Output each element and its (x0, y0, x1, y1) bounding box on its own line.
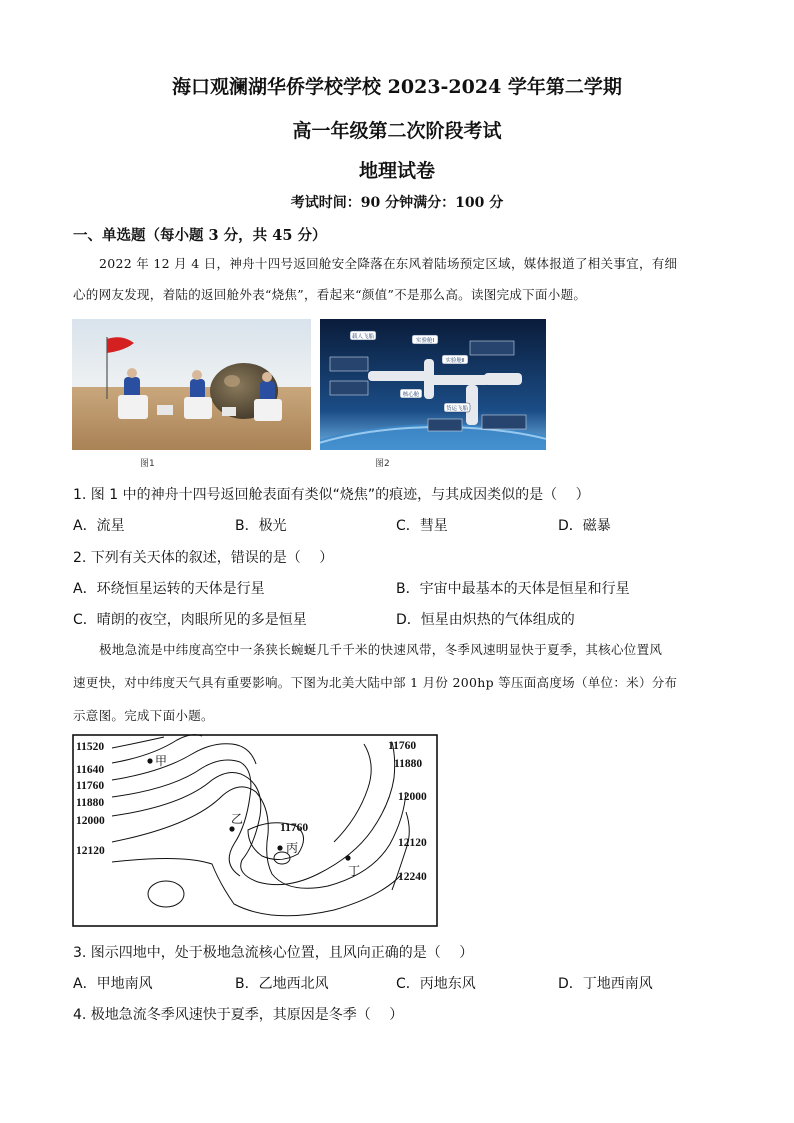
map-point-ding: 丁 (348, 864, 361, 878)
contour-label-12120-right: 12120 (398, 837, 427, 849)
question-1-option-c: C．彗星 (396, 518, 448, 534)
section-heading: 一、单选题（每小题 3 分，共 45 分） (73, 227, 327, 244)
question-2-option-c: C．晴朗的夜空，肉眼所见的多是恒星 (73, 612, 307, 628)
map-point-jia: 甲 (155, 754, 168, 768)
question-1-option-a: A．流星 (73, 518, 125, 534)
question-3-stem: 3. 图示四地中，处于极地急流核心位置，且风向正确的是（ ） (73, 945, 474, 961)
contour-label-12000-right: 12000 (398, 791, 427, 803)
contour-label-11760-right: 11760 (388, 740, 417, 752)
figure-2-caption: 图2 (375, 459, 390, 469)
question-2-option-b: B．宇宙中最基本的天体是恒星和行星 (396, 581, 630, 597)
station-label-lab2: 实验舱Ⅱ (445, 358, 465, 364)
contour-label-11760-inner: 11760 (280, 822, 309, 834)
passage-2-line-1: 极地急流是中纬度高空中一条狭长蜿蜒几千千米的快速风带，冬季风速明显快于夏季，其核心位置风 (99, 642, 663, 657)
question-4-stem: 4. 极地急流冬季风速快于夏季，其原因是冬季（ ） (73, 1007, 404, 1023)
question-3-option-c: C．丙地东风 (396, 976, 476, 992)
question-2-stem: 2. 下列有关天体的叙述，错误的是（ ） (73, 550, 334, 566)
contour-label-12240-right: 12240 (398, 871, 427, 883)
exam-title: 高一年级第二次阶段考试 (292, 120, 502, 142)
exam-info: 考试时间：90 分钟满分：100 分 (290, 195, 504, 211)
question-2-option-d: D．恒星由炽热的气体组成的 (396, 612, 575, 628)
school-title: 海口观澜湖华侨学校学校 2023-2024 学年第二学期 (172, 76, 622, 98)
contour-label-11880-left: 11880 (76, 797, 105, 809)
figure-1-caption: 图1 (140, 459, 155, 469)
contour-label-12000-left: 12000 (76, 815, 105, 827)
passage-1 (73, 248, 721, 310)
contour-map (72, 734, 438, 927)
passage-2-line-3: 示意图。完成下面小题。 (73, 708, 214, 723)
contour-label-11520: 11520 (76, 741, 105, 753)
station-label-core: 核心舱 (402, 392, 420, 398)
question-1-stem: 1. 图 1 中的神舟十四号返回舱表面有类似“烧焦”的痕迹，与其成因类似的是（ ） (73, 487, 590, 503)
question-3-option-b: B．乙地西北风 (235, 976, 329, 992)
figure-1-landing-photo (72, 319, 311, 450)
station-label-lab1: 实验舱Ⅰ (415, 338, 435, 344)
map-point-yi: 乙 (231, 812, 244, 826)
question-1-option-d: D．磁暴 (558, 518, 611, 534)
question-2-option-a: A．环绕恒星运转的天体是行星 (73, 581, 265, 597)
station-label-crew: 载人飞船 (351, 334, 375, 340)
contour-label-11760-left: 11760 (76, 780, 105, 792)
passage-1-line-2: 心的网友发现，着陆的返回舱外表“烧焦”，看起来“颜值”不是那么高。读图完成下面小题。 (73, 287, 587, 302)
contour-label-11640: 11640 (76, 764, 105, 776)
question-1-option-b: B．极光 (235, 518, 287, 534)
question-3-option-d: D．丁地西南风 (558, 976, 653, 992)
map-point-bing: 丙 (286, 841, 299, 855)
passage-2-line-2: 速更快，对中纬度天气具有重要影响。下图为北美大陆中部 1 月份 200hp 等压面高度场（单位：米）分布 (73, 675, 678, 690)
passage-1-line-1: 2022 年 12 月 4 日，神舟十四号返回舱安全降落在东风着陆场预定区域，媒体报道了相关事宜，有细 (99, 256, 678, 271)
question-3-option-a: A．甲地南风 (73, 976, 153, 992)
contour-label-11880-right: 11880 (394, 758, 423, 770)
passage-2 (73, 633, 721, 732)
figure-2-space-station (320, 319, 546, 450)
subject-title: 地理试卷 (358, 160, 435, 182)
station-label-cargo: 货运飞船 (445, 406, 469, 412)
contour-label-12120-left: 12120 (76, 845, 105, 857)
